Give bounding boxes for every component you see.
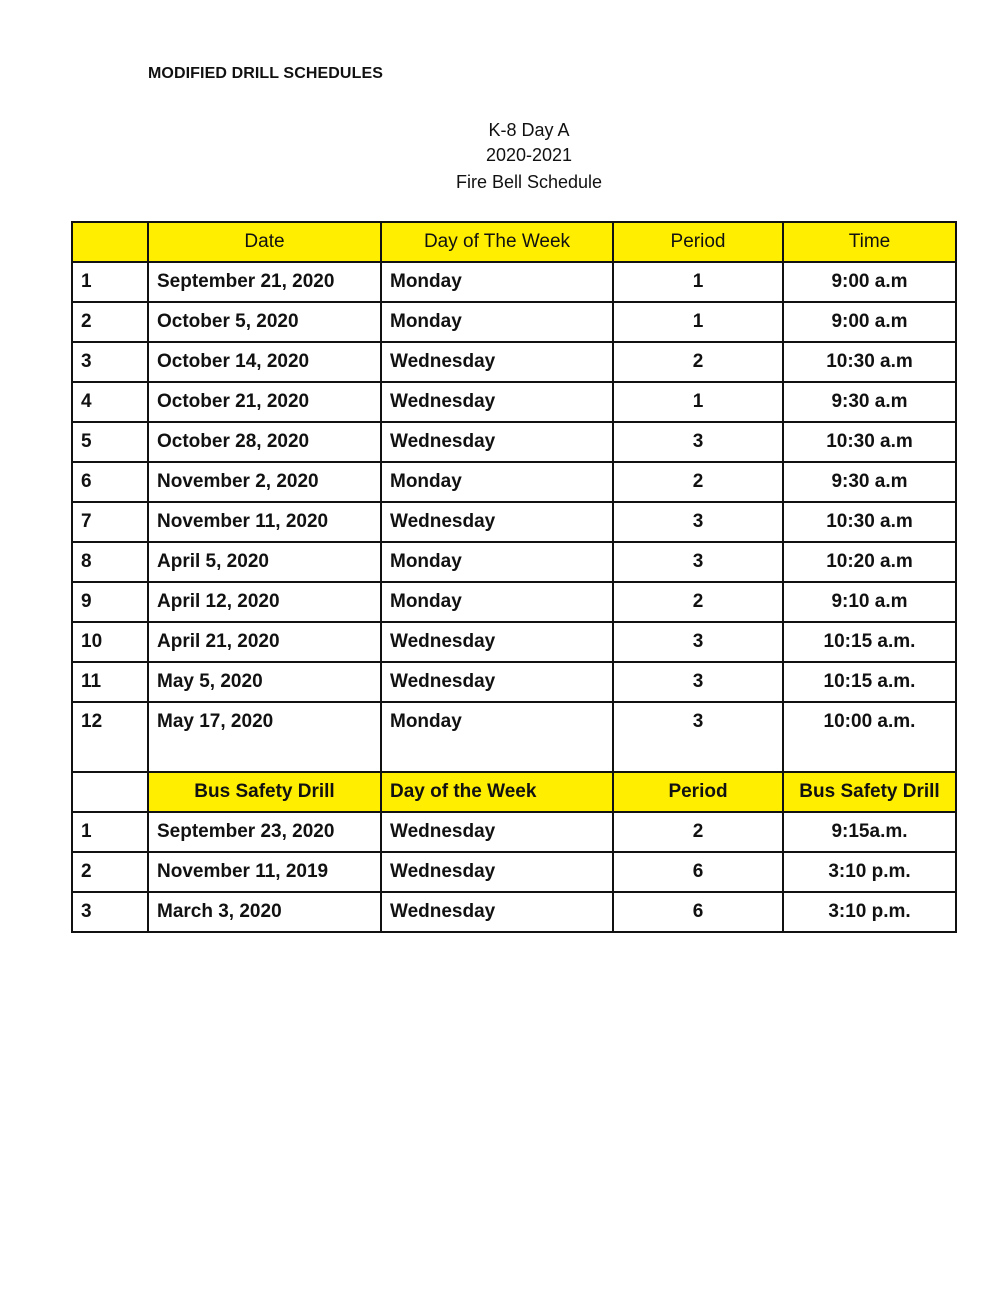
row-day-of-week: Wednesday [381,892,613,932]
row-period: 2 [613,342,783,382]
row-period: 3 [613,542,783,582]
row-number: 7 [72,502,148,542]
table-row [72,382,956,422]
bus-header-cell-time: Bus Safety Drill [783,772,956,812]
table-row [72,302,956,342]
document-heading: MODIFIED DRILL SCHEDULES [148,65,384,82]
row-date: April 5, 2020 [148,542,381,582]
row-time: 9:30 a.m [783,382,956,422]
row-day-of-week: Monday [381,302,613,342]
row-number: 2 [72,302,148,342]
row-day-of-week: Monday [381,582,613,622]
title-grade-day: K-8 Day A [488,120,570,140]
drill-schedule-table [71,221,957,933]
row-day-of-week: Wednesday [381,622,613,662]
row-period: 3 [613,662,783,702]
row-day-of-week: Monday [381,542,613,582]
row-date: October 28, 2020 [148,422,381,462]
row-date: April 12, 2020 [148,582,381,622]
row-period: 3 [613,422,783,462]
row-time: 10:30 a.m [783,342,956,382]
header-cell-day: Day of The Week [381,222,613,262]
row-number: 4 [72,382,148,422]
table-row [72,462,956,502]
row-period: 2 [613,812,783,852]
row-day-of-week: Monday [381,262,613,302]
row-period: 2 [613,582,783,622]
table-row [72,812,956,852]
header-cell-date: Date [148,222,381,262]
table-row [72,892,956,932]
header-cell-time: Time [783,222,956,262]
row-number: 2 [72,852,148,892]
row-period: 6 [613,892,783,932]
table-row [72,852,956,892]
row-date: November 11, 2019 [148,852,381,892]
row-period: 3 [613,622,783,662]
header-cell-period: Period [613,222,783,262]
row-day-of-week: Wednesday [381,502,613,542]
row-day-of-week: Wednesday [381,852,613,892]
table-row [72,262,956,302]
row-time: 3:10 p.m. [783,892,956,932]
row-date: March 3, 2020 [148,892,381,932]
table-row [72,622,956,662]
row-time: 9:00 a.m [783,262,956,302]
row-period: 6 [613,852,783,892]
row-time: 9:10 a.m [783,582,956,622]
table-row [72,422,956,462]
row-date: November 11, 2020 [148,502,381,542]
row-time: 9:00 a.m [783,302,956,342]
row-number: 3 [72,342,148,382]
row-number: 10 [72,622,148,662]
row-number: 6 [72,462,148,502]
row-period: 1 [613,262,783,302]
row-period: 1 [613,302,783,342]
title-block [0,118,1000,195]
bus-header-cell-number [72,772,148,812]
title-school-year: 2020-2021 [485,145,573,165]
row-time: 10:00 a.m. [783,702,956,772]
row-time: 10:15 a.m. [783,622,956,662]
table-row [72,662,956,702]
row-period: 2 [613,462,783,502]
bus-header-cell-drill: Bus Safety Drill [148,772,381,812]
row-day-of-week: Monday [381,462,613,502]
row-time: 9:15a.m. [783,812,956,852]
row-number: 1 [72,262,148,302]
row-period: 3 [613,702,783,772]
row-date: November 2, 2020 [148,462,381,502]
row-date: October 14, 2020 [148,342,381,382]
row-date: October 5, 2020 [148,302,381,342]
table-row [72,502,956,542]
row-number: 1 [72,812,148,852]
row-period: 1 [613,382,783,422]
table-row [72,702,956,772]
row-number: 8 [72,542,148,582]
table-row [72,582,956,622]
row-number: 5 [72,422,148,462]
row-day-of-week: Wednesday [381,662,613,702]
row-number: 12 [72,702,148,772]
row-day-of-week: Monday [381,702,613,772]
row-date: May 5, 2020 [148,662,381,702]
bus-header-cell-period: Period [613,772,783,812]
fire-table-header-row [72,222,956,262]
row-time: 10:20 a.m [783,542,956,582]
row-date: September 23, 2020 [148,812,381,852]
row-day-of-week: Wednesday [381,342,613,382]
row-time: 9:30 a.m [783,462,956,502]
row-time: 3:10 p.m. [783,852,956,892]
table-row [72,542,956,582]
row-period: 3 [613,502,783,542]
row-day-of-week: Wednesday [381,422,613,462]
title-schedule-name: Fire Bell Schedule [455,172,603,192]
row-day-of-week: Wednesday [381,812,613,852]
row-date: October 21, 2020 [148,382,381,422]
row-number: 3 [72,892,148,932]
header-cell-number [72,222,148,262]
row-date: May 17, 2020 [148,702,381,772]
row-number: 9 [72,582,148,622]
row-time: 10:30 a.m [783,422,956,462]
row-date: April 21, 2020 [148,622,381,662]
row-day-of-week: Wednesday [381,382,613,422]
row-number: 11 [72,662,148,702]
row-time: 10:30 a.m [783,502,956,542]
bus-table-header-row [72,772,956,812]
bus-header-cell-day: Day of the Week [381,772,613,812]
row-time: 10:15 a.m. [783,662,956,702]
row-date: September 21, 2020 [148,262,381,302]
table-row [72,342,956,382]
